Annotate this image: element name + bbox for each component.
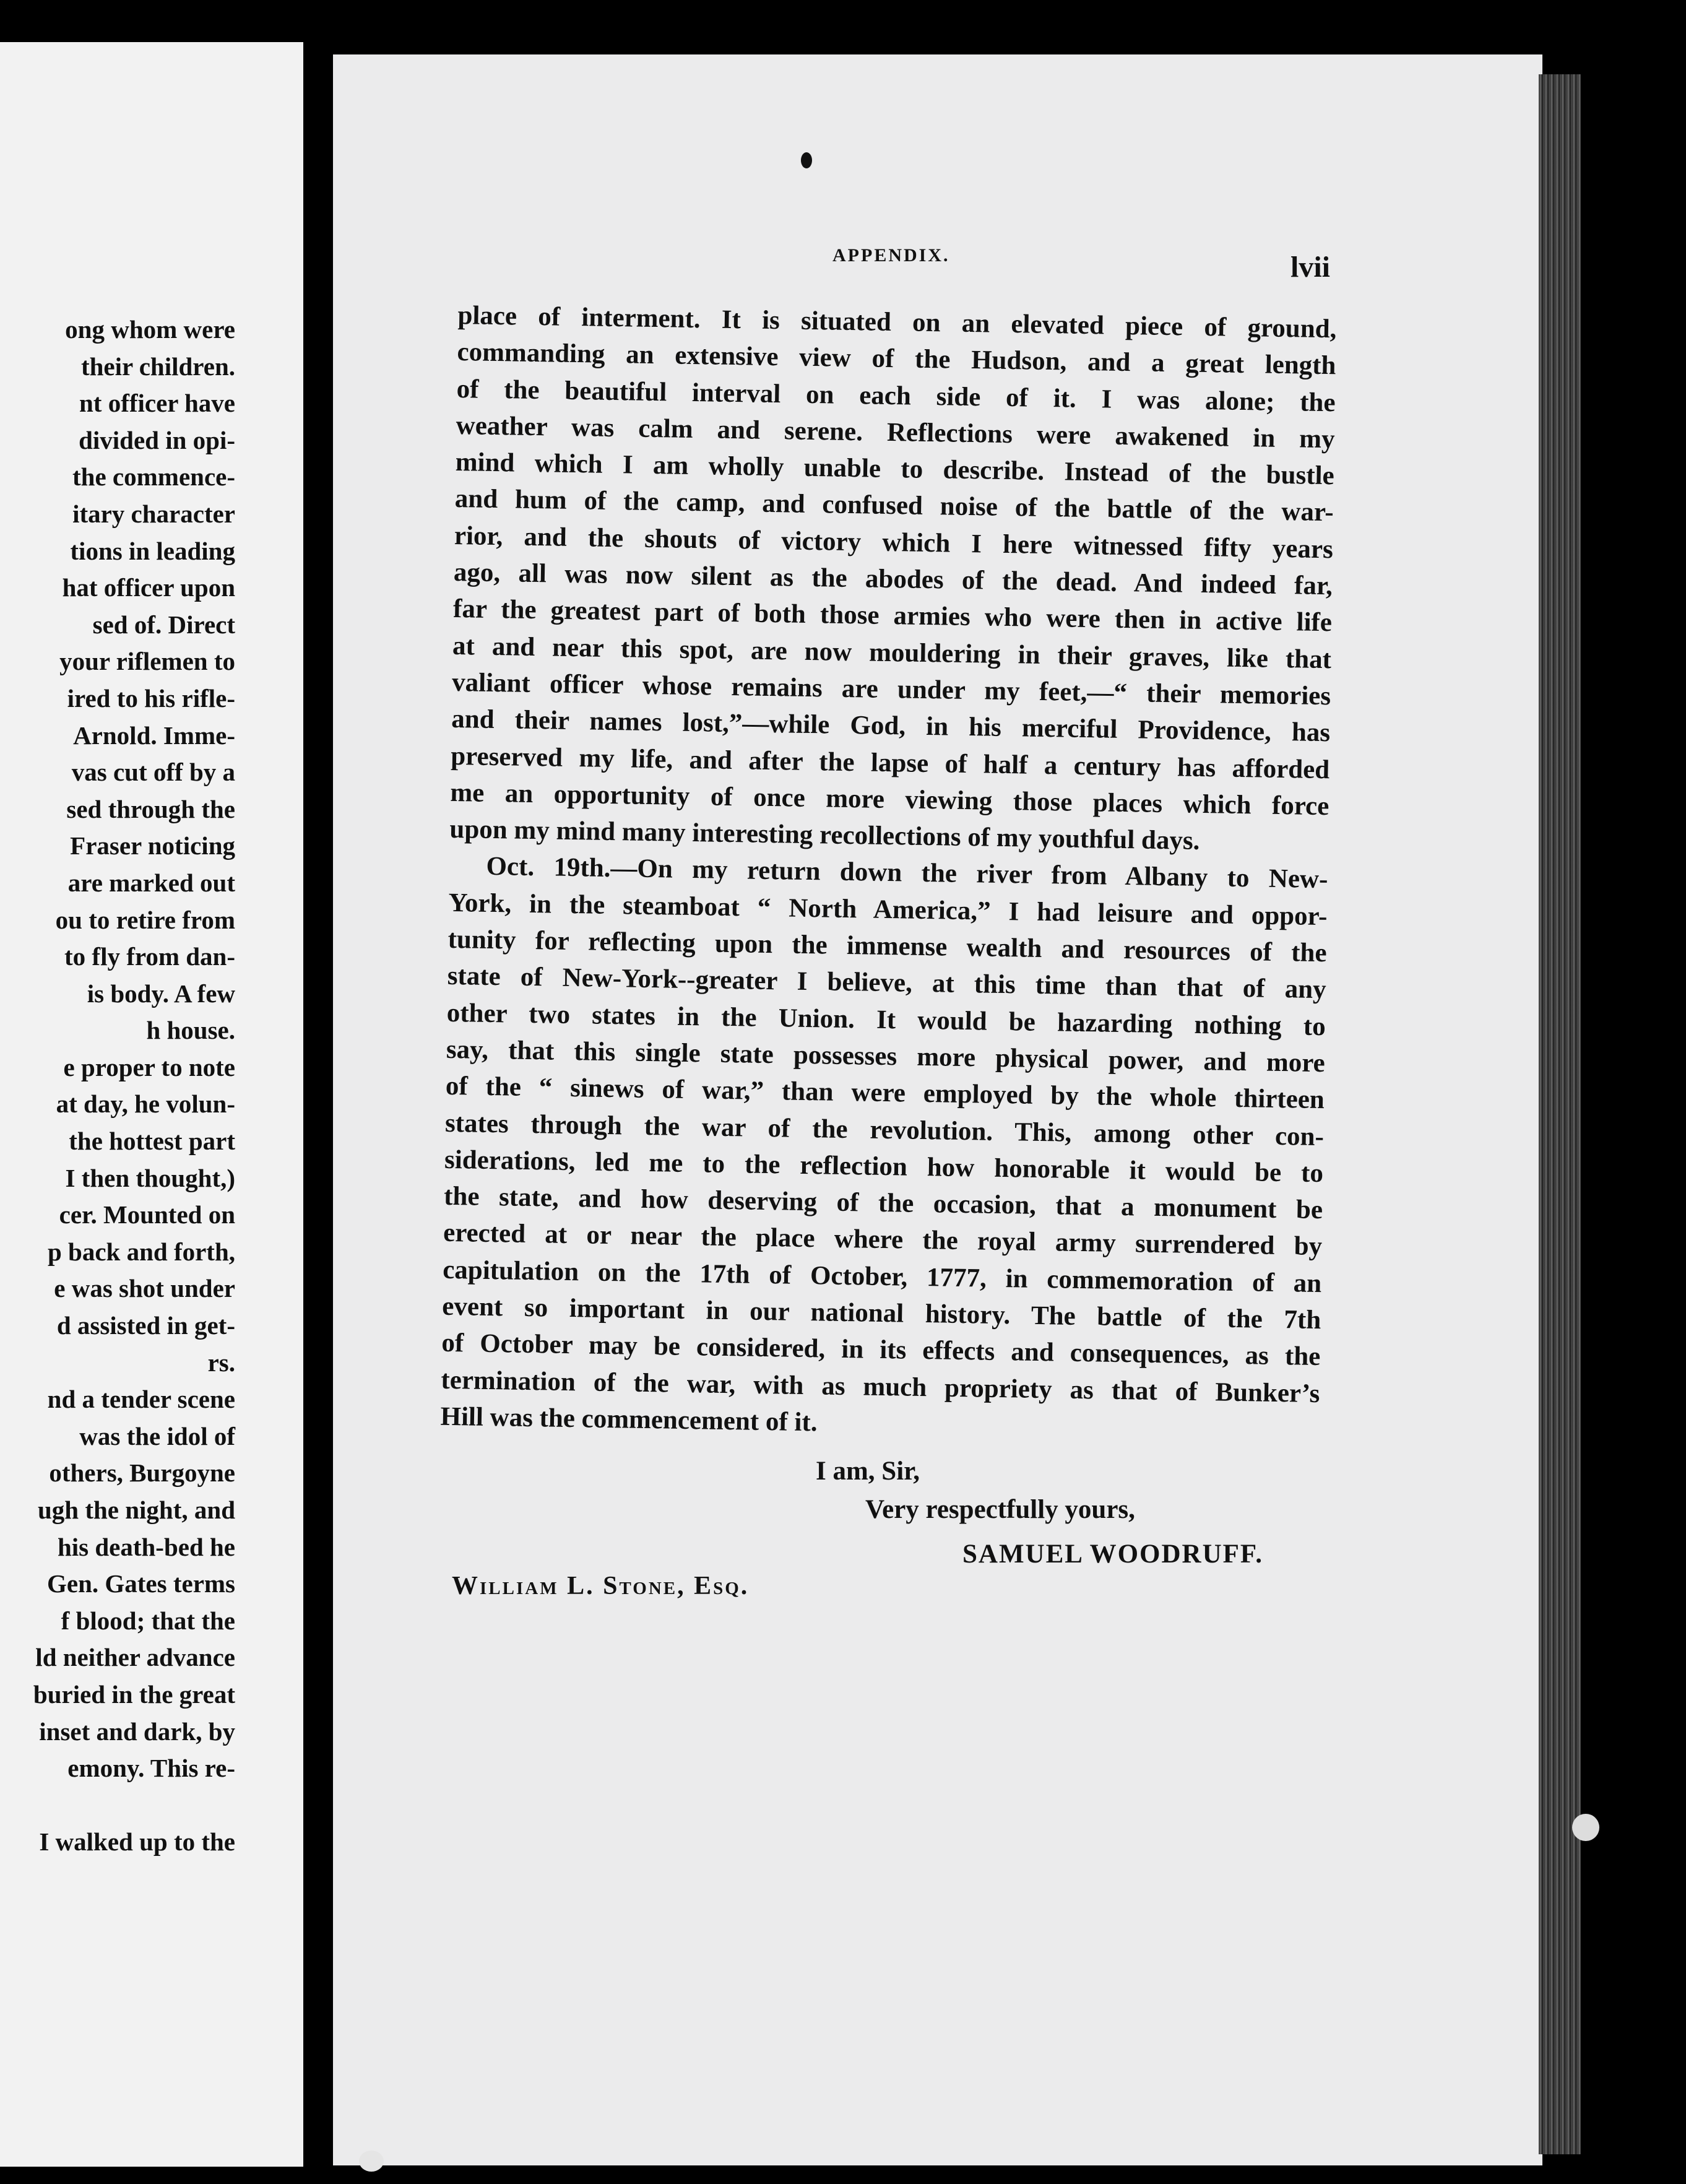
running-head: APPENDIX.: [832, 245, 950, 266]
body-line: weather was calm and serene. Reflections were awakened in my: [456, 410, 1335, 454]
previous-page-line: the hottest part: [69, 1127, 235, 1156]
previous-page-line: d assisted in get-: [56, 1311, 235, 1340]
previous-page-line: I then thought,): [65, 1163, 235, 1192]
previous-page-line: p back and forth,: [47, 1237, 235, 1266]
stain-mark: [1572, 1814, 1599, 1841]
previous-page-line: [0, 1787, 235, 1824]
previous-page-line: ugh the night, and: [37, 1496, 235, 1524]
page-edges: [1539, 74, 1581, 2154]
previous-page-line: his death-bed he: [57, 1532, 235, 1561]
salutation: I am, Sir,: [816, 1457, 920, 1486]
previous-page-line: cer. Mounted on: [59, 1200, 235, 1229]
previous-page-line: vas cut off by a: [71, 758, 235, 787]
previous-page-line: itary character: [72, 499, 235, 528]
scan-border: [1581, 0, 1686, 2184]
previous-page-line: divided in opi-: [79, 425, 235, 454]
body-line: preserved my life, and after the lapse of half a century has afforded: [450, 741, 1330, 784]
previous-page-line: their children.: [80, 352, 235, 381]
body-line: termination of the war, with as much propriety as that of Bunker’s: [441, 1365, 1320, 1408]
stain-mark: [359, 2151, 384, 2172]
body-line: of the beautiful interval on each side of it. I was alone; the: [456, 374, 1336, 417]
page-number: lvii: [1290, 251, 1331, 284]
body-line: of the “ sinews of war,” than were employed by the whole thirteen: [445, 1072, 1325, 1115]
valediction: Very respectfully yours,: [865, 1495, 1135, 1524]
previous-page-line: rs.: [207, 1348, 235, 1377]
signature: SAMUEL WOODRUFF.: [962, 1540, 1263, 1569]
body-text: [440, 297, 1337, 1449]
body-line: siderations, led me to the reflection how honorable it would be to: [444, 1145, 1324, 1188]
previous-page-line: are marked out: [67, 868, 235, 897]
body-line: York, in the steamboat “ North America,” I had leisure and oppor-: [448, 888, 1328, 931]
previous-page-line: nt officer have: [79, 389, 235, 418]
body-line: the state, and how deserving of the occasion, that a monument be: [443, 1181, 1323, 1225]
previous-page-line: the commence-: [72, 462, 235, 492]
body-line: erected at or near the place where the royal army surrendered by: [443, 1218, 1323, 1262]
body-line: state of New-York--greater I believe, at this time than that of any: [447, 961, 1326, 1005]
previous-page-line: I walked up to the: [39, 1827, 235, 1857]
body-line: event so important in our national history. The battle of the 7th: [442, 1291, 1321, 1335]
previous-page-line: sed of. Direct: [92, 610, 235, 639]
body-line: and hum of the camp, and confused noise of the battle of the war-: [454, 484, 1334, 527]
previous-page-line: ired to his rifle-: [67, 683, 235, 713]
body-line: say, that this single state possesses more physical power, and more: [446, 1034, 1326, 1078]
addressee: William L. Stone, Esq.: [452, 1572, 750, 1600]
body-line: tunity for reflecting upon the immense wealth and resources of the: [447, 924, 1327, 968]
ink-dot: [801, 152, 812, 168]
body-line: valiant officer whose remains are under my feet,—“ their memories: [451, 667, 1331, 711]
body-line: Oct. 19th.—On my return down the river from Albany to New-: [486, 852, 1328, 895]
previous-page-line: to fly from dan-: [64, 942, 235, 971]
body-line: Hill was the commencement of it.: [440, 1402, 818, 1437]
previous-page-line: tions in leading: [70, 536, 235, 565]
body-line: ago, all was now silent as the abodes of the dead. And indeed far,: [453, 558, 1333, 601]
previous-page-line: nd a tender scene: [47, 1385, 235, 1414]
body-line: place of interment. It is situated on an elevated piece of ground,: [457, 300, 1337, 344]
previous-page-line: at day, he volun-: [56, 1090, 235, 1119]
body-line: far the greatest part of both those armies who were then in active life: [452, 594, 1333, 638]
body-line: rior, and the shouts of victory which I here witnessed fifty years: [454, 521, 1334, 565]
previous-page-line: inset and dark, by: [39, 1717, 235, 1746]
body-line: commanding an extensive view of the Hudson, and a great length: [457, 337, 1336, 381]
previous-page-line: ong whom were: [65, 315, 235, 344]
previous-page-line: ld neither advance: [35, 1643, 235, 1672]
previous-page-line: your riflemen to: [59, 647, 235, 676]
book-gutter: [303, 0, 333, 2184]
body-line: other two states in the Union. It would be hazarding nothing to: [446, 998, 1326, 1041]
previous-page-text: [0, 311, 235, 1861]
previous-page-line: Gen. Gates terms: [47, 1569, 235, 1598]
previous-page-line: e proper to note: [63, 1052, 235, 1081]
previous-page-fragment: [0, 42, 303, 2167]
previous-page-line: ou to retire from: [55, 905, 235, 934]
body-line: upon my mind many interesting recollections of my youthful days.: [449, 815, 1200, 856]
previous-page-line: f blood; that the: [61, 1606, 235, 1635]
previous-page-line: buried in the great: [33, 1679, 235, 1709]
previous-page-line: is body. A few: [87, 979, 235, 1008]
body-line: of October may be considered, in its effects and consequences, as the: [441, 1328, 1321, 1372]
body-line: states through the war of the revolution. This, among other con-: [444, 1108, 1325, 1151]
body-line: and their names lost,”—while God, in his merciful Providence, has: [451, 704, 1331, 748]
previous-page-line: others, Burgoyne: [49, 1458, 235, 1488]
previous-page-line: was the idol of: [79, 1421, 235, 1450]
body-line: capitulation on the 17th of October, 1777, in commemoration of an: [442, 1255, 1322, 1298]
previous-page-line: sed through the: [66, 794, 235, 823]
body-line: mind which I am wholly unable to describe. Instead of the bustle: [455, 448, 1335, 491]
previous-page-line: emony. This re-: [67, 1754, 235, 1783]
previous-page-line: Fraser noticing: [70, 831, 235, 860]
body-line: at and near this spot, are now mouldering in their graves, like that: [452, 631, 1332, 674]
previous-page-line: h house.: [146, 1016, 235, 1045]
body-line: me an opportunity of once more viewing those places which force: [450, 778, 1329, 821]
previous-page-line: e was shot under: [54, 1274, 235, 1303]
previous-page-line: Arnold. Imme-: [73, 721, 235, 750]
previous-page-line: hat officer upon: [62, 573, 235, 602]
